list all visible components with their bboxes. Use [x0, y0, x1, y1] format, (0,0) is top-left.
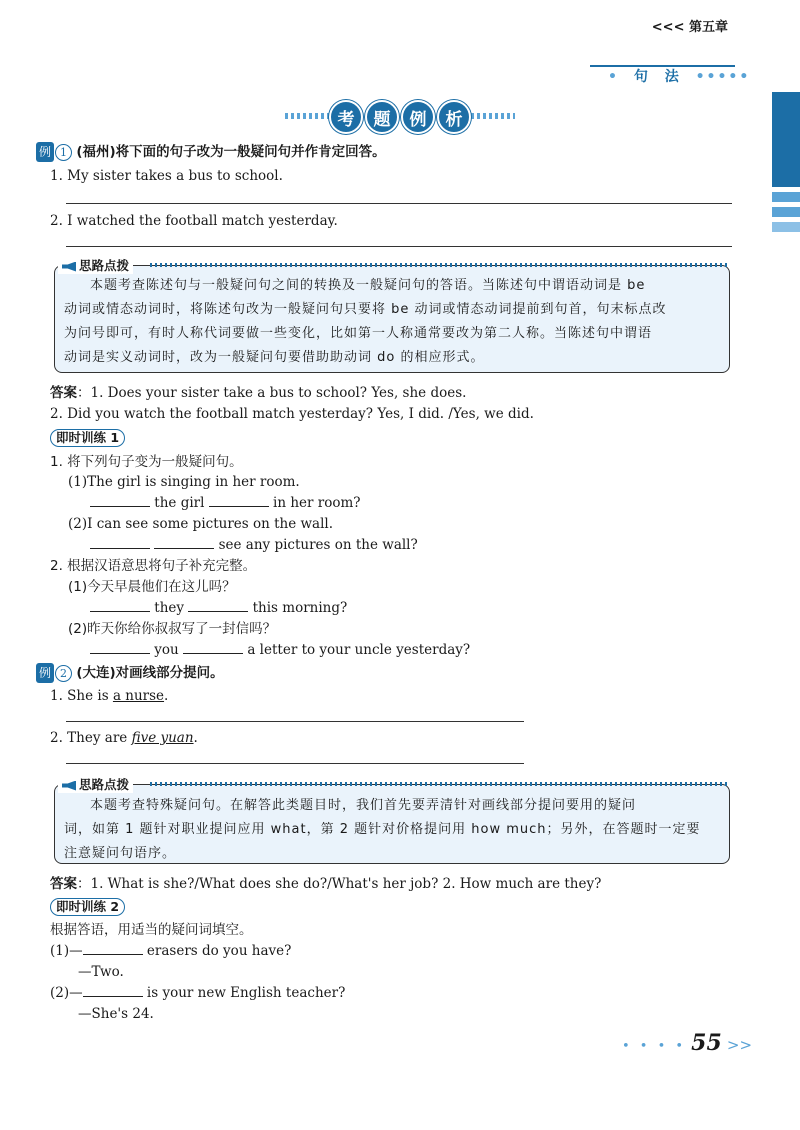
answer-line: [66, 763, 524, 764]
header-dots-icon: •••••: [695, 69, 751, 85]
banner-char: 例: [401, 100, 435, 134]
blank-field[interactable]: [154, 536, 214, 549]
drill-badge: 即时训练 2: [50, 898, 125, 916]
drill-1-task-2: 2. 根据汉语意思将句子补充完整。: [50, 558, 257, 574]
tip-line: 本题考查陈述句与一般疑问句之间的转换及一般疑问句的答语。当陈述句中谓语动词是 be: [90, 278, 646, 293]
example-1-instruction: (福州)将下面的句子改为一般疑问句并作肯定回答。: [76, 144, 386, 160]
tip-heading-label: 思路点拨: [79, 258, 130, 273]
sentence-fragment: .: [193, 730, 198, 746]
section-banner: [285, 100, 515, 132]
tip-line: 注意疑问句语序。: [64, 846, 177, 861]
tip-heading-label: 思路点拨: [79, 777, 130, 792]
drill-2-q1: [50, 941, 291, 961]
banner-char: 题: [365, 100, 399, 134]
sentence-fragment: erasers do you have?: [142, 943, 292, 959]
sentence-fragment: see any pictures on the wall?: [214, 537, 418, 553]
example-1-q1: 1. My sister takes a bus to school.: [50, 168, 283, 184]
banner-word: [329, 100, 471, 134]
tip-heading-2: [58, 775, 133, 793]
tip-dots: [150, 263, 730, 267]
example-2-q1: [50, 686, 168, 706]
sentence-fragment: (1)—: [50, 943, 83, 959]
answer-1-line1: [50, 383, 466, 403]
sentence-fragment: 1. She is: [50, 688, 113, 704]
example-2-q2: [50, 728, 198, 748]
tip-text-2: [64, 794, 724, 866]
drill-1-q1a-answer: [90, 493, 361, 513]
sentence-fragment: a letter to your uncle yesterday?: [243, 642, 471, 658]
drill-1-q2b-answer: [90, 640, 470, 660]
section-label: 句 法: [633, 69, 685, 85]
side-tab-2: [772, 207, 800, 217]
drill-2-heading: [50, 897, 125, 917]
example-badge: 例: [36, 663, 54, 683]
blank-field[interactable]: [83, 942, 143, 955]
blank-field[interactable]: [209, 494, 269, 507]
footer-dots-icon: • • • •: [622, 1039, 687, 1054]
tip-line: 动词或情态动词时，将陈述句改为一般疑问句只要将 be 动词或情态动词提前到句首，句末标点改: [64, 302, 667, 317]
sentence-fragment: they: [150, 600, 189, 616]
blank-field[interactable]: [183, 641, 243, 654]
underlined-part: a nurse: [112, 688, 165, 704]
answer-label: 答案: [50, 876, 77, 892]
drill-1-q1a: (1)The girl is singing in her room.: [68, 474, 300, 490]
answer-2-line1: [50, 874, 601, 894]
answer-line: [66, 721, 524, 722]
answer-line: [66, 246, 732, 247]
sentence-fragment: the girl: [150, 495, 209, 511]
blank-field[interactable]: [90, 494, 150, 507]
sentence-fragment: in her room?: [268, 495, 361, 511]
drill-1-q1b-answer: [90, 535, 418, 555]
answer-line: [66, 203, 732, 204]
answer-text: ：1. Does your sister take a bus to school? Yes, she does.: [77, 385, 467, 401]
drill-1-heading: [50, 428, 125, 448]
sentence-fragment: is your new English teacher?: [142, 985, 346, 1001]
side-tab-main: [772, 92, 800, 187]
tip-heading-1: [58, 256, 133, 274]
banner-char: 考: [329, 100, 363, 134]
blank-field[interactable]: [90, 599, 150, 612]
banner-stripe-right: [465, 113, 515, 119]
drill-1-q2a: (1)今天早晨他们在这儿吗？: [68, 579, 236, 595]
drill-2-a1: —Two.: [78, 964, 124, 980]
tip-dots: [150, 782, 730, 786]
blank-field[interactable]: [90, 536, 150, 549]
tip-line: 词，如第 1 题针对职业提问应用 what，第 2 题针对价格提问用 how much；另外，在答题时一定要: [64, 822, 701, 837]
blank-field[interactable]: [90, 641, 150, 654]
sentence-fragment: (2)—: [50, 985, 83, 1001]
drill-2-q2: [50, 983, 345, 1003]
sentence-fragment: .: [164, 688, 169, 704]
tip-line: 为问号即可，有时人称代词要做一些变化，比如第一人称通常要改为第二人称。当陈述句中谓语: [64, 326, 653, 341]
answer-1-line2: 2. Did you watch the football match yesterday? Yes, I did. /Yes, we did.: [50, 406, 534, 422]
example-1-prompt: [36, 142, 386, 162]
drill-2-task: 根据答语，用适当的疑问词填空。: [50, 922, 253, 938]
header-dot-icon: •: [608, 69, 623, 85]
blank-field[interactable]: [188, 599, 248, 612]
sentence-fragment: this morning?: [248, 600, 348, 616]
sentence-fragment: you: [150, 642, 184, 658]
drill-2-a2: —She's 24.: [78, 1006, 154, 1022]
speaker-icon: [62, 262, 76, 272]
underlined-part: five yuan: [131, 730, 194, 746]
page-footer: [622, 1030, 752, 1056]
example-badge: 例: [36, 142, 54, 162]
example-number: 2: [55, 665, 72, 682]
speaker-icon: [62, 781, 76, 791]
answer-text: ：1. What is she?/What does she do?/What's her job? 2. How much are they?: [77, 876, 602, 892]
blank-field[interactable]: [83, 984, 143, 997]
banner-char: 析: [437, 100, 471, 134]
banner-stripe-left: [285, 113, 335, 119]
example-1-q2: 2. I watched the football match yesterday.: [50, 213, 338, 229]
answer-label: 答案: [50, 385, 77, 401]
sentence-fragment: 2. They are: [50, 730, 132, 746]
tip-line: 动词是实义动词时，改为一般疑问句要借助助动词 do 的相应形式。: [64, 350, 485, 365]
example-2-prompt: [36, 663, 224, 683]
drill-1-task-1: 1. 将下列句子变为一般疑问句。: [50, 454, 243, 470]
section-title: [608, 66, 750, 86]
tip-line: 本题考查特殊疑问句。在解答此类题目时，我们首先要弄清针对画线部分提问要用的疑问: [90, 798, 637, 813]
side-tab-3: [772, 222, 800, 232]
drill-1-q2a-answer: [90, 598, 347, 618]
example-number: 1: [55, 144, 72, 161]
example-2-instruction: (大连)对画线部分提问。: [76, 665, 224, 681]
tip-text-1: [64, 274, 724, 370]
side-tab-1: [772, 192, 800, 202]
chapter-header: <<< 第五章: [651, 20, 728, 35]
next-arrows-icon: >>: [726, 1036, 753, 1054]
drill-1-q2b: (2)昨天你给你叔叔写了一封信吗？: [68, 621, 277, 637]
drill-badge: 即时训练 1: [50, 429, 125, 447]
drill-1-q1b: (2)I can see some pictures on the wall.: [68, 516, 334, 532]
page-number: 55: [691, 1030, 722, 1056]
